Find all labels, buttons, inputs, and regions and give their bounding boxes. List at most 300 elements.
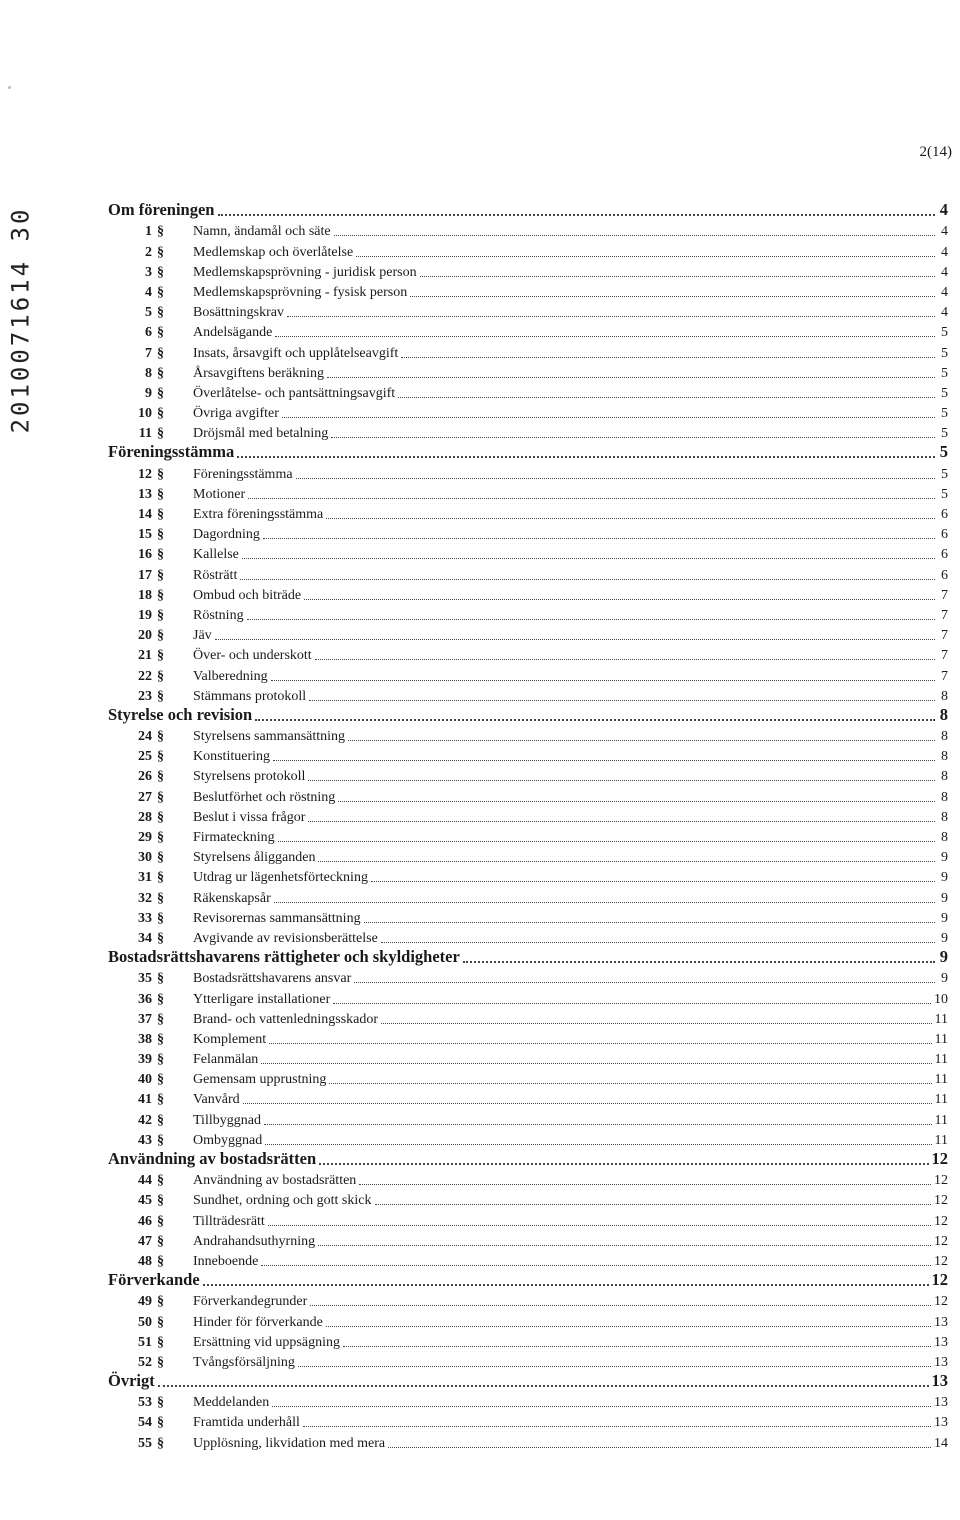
- toc-section-heading[interactable]: [108, 1371, 948, 1391]
- toc-entry[interactable]: [108, 341, 948, 361]
- toc-entry-number: 44: [138, 1173, 152, 1189]
- toc-section-heading[interactable]: [108, 200, 948, 220]
- toc-entry-title: Inneboende: [193, 1253, 259, 1269]
- toc-page-number: 9: [939, 947, 948, 967]
- section-sign: §: [157, 769, 164, 785]
- toc-heading-title: Bostadsrättshavarens rättigheter och skyldigheter: [108, 947, 460, 967]
- toc-page-number: 12: [934, 1294, 948, 1310]
- section-sign: §: [157, 486, 164, 502]
- toc-page-number: 8: [941, 688, 948, 704]
- toc-entry-number: 37: [138, 1011, 152, 1027]
- section-sign: §: [157, 305, 164, 321]
- toc-entry[interactable]: [108, 967, 948, 987]
- toc-entry-title: Räkenskapsår: [193, 890, 271, 906]
- toc-entry-title: Bosättningskrav: [193, 305, 284, 321]
- dot-leader: [331, 437, 935, 438]
- dot-leader: [263, 538, 935, 539]
- toc-entry[interactable]: [108, 1391, 948, 1411]
- toc-page-number: 6: [941, 527, 948, 543]
- section-sign: §: [157, 1173, 164, 1189]
- section-sign: §: [157, 325, 164, 341]
- section-sign: §: [157, 749, 164, 765]
- toc-entry-title: Kallelse: [193, 547, 239, 563]
- dot-leader: [158, 1385, 929, 1387]
- section-sign: §: [157, 789, 164, 805]
- dot-leader: [261, 1063, 931, 1064]
- dot-leader: [356, 256, 935, 257]
- dot-leader: [319, 1163, 928, 1165]
- toc-entry-number: 41: [138, 1092, 152, 1108]
- toc-entry-number: 21: [138, 648, 152, 664]
- toc-entry[interactable]: [108, 644, 948, 664]
- section-sign: §: [157, 1435, 164, 1451]
- toc-page-number: 7: [941, 607, 948, 623]
- section-sign: §: [157, 587, 164, 603]
- toc-entry-number: 51: [138, 1334, 152, 1350]
- toc-entry[interactable]: [108, 846, 948, 866]
- section-sign: §: [157, 406, 164, 422]
- dot-leader: [371, 881, 935, 882]
- toc-entry-number: 40: [138, 1072, 152, 1088]
- toc-entry-title: Revisorernas sammansättning: [193, 910, 361, 926]
- toc-entry-title: Styrelsens protokoll: [193, 769, 306, 785]
- toc-entry[interactable]: [108, 1008, 948, 1028]
- toc-entry[interactable]: [108, 1250, 948, 1270]
- toc-section-heading[interactable]: [108, 442, 948, 462]
- dot-leader: [463, 961, 935, 963]
- toc-entry[interactable]: [108, 220, 948, 240]
- toc-entry-number: 45: [138, 1193, 152, 1209]
- toc-entry[interactable]: [108, 1048, 948, 1068]
- toc-entry[interactable]: [108, 624, 948, 644]
- toc-page-number: 5: [941, 385, 948, 401]
- toc-page-number: 9: [941, 850, 948, 866]
- toc-entry[interactable]: [108, 806, 948, 826]
- toc-entry[interactable]: [108, 785, 948, 805]
- toc-entry-title: Övriga avgifter: [193, 406, 279, 422]
- toc-entry-number: 8: [145, 365, 152, 381]
- dot-leader: [304, 599, 935, 600]
- section-sign: §: [157, 527, 164, 543]
- toc-entry[interactable]: [108, 826, 948, 846]
- toc-entry[interactable]: [108, 543, 948, 563]
- dot-leader: [308, 821, 935, 822]
- toc-heading-title: Föreningsstämma: [108, 442, 235, 462]
- toc-entry-number: 55: [138, 1435, 152, 1451]
- toc-entry[interactable]: [108, 1189, 948, 1209]
- toc-page-number: 13: [931, 1371, 948, 1391]
- dot-leader: [243, 1103, 932, 1104]
- toc-entry-title: Avgivande av revisionsberättelse: [193, 930, 378, 946]
- toc-entry[interactable]: [108, 523, 948, 543]
- toc-entry-number: 53: [138, 1395, 152, 1411]
- toc-page-number: 11: [934, 1092, 948, 1108]
- table-of-contents: [108, 200, 948, 1452]
- toc-entry-number: 17: [138, 567, 152, 583]
- toc-entry-title: Ersättning vid uppsägning: [193, 1334, 340, 1350]
- toc-entry-number: 19: [138, 607, 152, 623]
- toc-entry[interactable]: [108, 1088, 948, 1108]
- section-sign: §: [157, 426, 164, 442]
- toc-entry[interactable]: [108, 1169, 948, 1189]
- side-identifier-text: 2010071614 30: [6, 206, 34, 434]
- section-sign: §: [157, 1072, 164, 1088]
- section-sign: §: [157, 1294, 164, 1310]
- toc-entry-number: 12: [138, 466, 152, 482]
- toc-entry-number: 13: [138, 486, 152, 502]
- toc-page-number: 11: [934, 1011, 948, 1027]
- toc-page-number: 8: [941, 769, 948, 785]
- toc-entry-title: Framtida underhåll: [193, 1415, 300, 1431]
- section-sign: §: [157, 1011, 164, 1027]
- toc-entry-number: 33: [138, 910, 152, 926]
- toc-entry-title: Förverkandegrunder: [193, 1294, 308, 1310]
- dot-leader: [359, 1184, 931, 1185]
- dot-leader: [269, 1043, 931, 1044]
- section-sign: §: [157, 1253, 164, 1269]
- dot-leader: [261, 1265, 931, 1266]
- dot-leader: [329, 1083, 931, 1084]
- toc-heading-title: Övrigt: [108, 1371, 155, 1391]
- toc-page-number: 13: [934, 1415, 948, 1431]
- section-sign: §: [157, 1395, 164, 1411]
- toc-entry[interactable]: [108, 1028, 948, 1048]
- toc-entry-title: Komplement: [193, 1031, 267, 1047]
- toc-entry-title: Stämmans protokoll: [193, 688, 307, 704]
- toc-entry[interactable]: [108, 1108, 948, 1128]
- toc-page-number: 4: [941, 264, 948, 280]
- toc-page-number: 12: [934, 1253, 948, 1269]
- toc-entry-number: 23: [138, 688, 152, 704]
- toc-entry-title: Beslut i vissa frågor: [193, 809, 306, 825]
- section-sign: §: [157, 1031, 164, 1047]
- toc-entry-number: 34: [138, 930, 152, 946]
- toc-entry[interactable]: [108, 261, 948, 281]
- toc-entry-title: Tvångsförsäljning: [193, 1354, 295, 1370]
- section-sign: §: [157, 567, 164, 583]
- dot-leader: [334, 235, 935, 236]
- toc-entry[interactable]: [108, 765, 948, 785]
- toc-entry-number: 18: [138, 587, 152, 603]
- toc-entry-number: 10: [138, 406, 152, 422]
- toc-entry-title: Medlemskap och överlåtelse: [193, 244, 354, 260]
- toc-entry[interactable]: [108, 1068, 948, 1088]
- section-sign: §: [157, 224, 164, 240]
- toc-entry-title: Bostadsrättshavarens ansvar: [193, 971, 352, 987]
- section-sign: §: [157, 1193, 164, 1209]
- toc-page-number: 9: [941, 971, 948, 987]
- toc-section-heading[interactable]: [108, 1149, 948, 1169]
- toc-entry[interactable]: [108, 987, 948, 1007]
- dot-leader: [242, 558, 935, 559]
- toc-entry-number: 7: [145, 345, 152, 361]
- toc-entry-number: 49: [138, 1294, 152, 1310]
- dot-leader: [420, 276, 935, 277]
- dot-leader: [274, 902, 935, 903]
- dot-leader: [296, 478, 935, 479]
- toc-entry-number: 14: [138, 507, 152, 522]
- dot-leader: [326, 1326, 931, 1327]
- section-sign: §: [157, 628, 164, 644]
- toc-entry[interactable]: [108, 362, 948, 382]
- dot-leader: [398, 397, 935, 398]
- toc-entry-title: Konstituering: [193, 749, 270, 765]
- toc-entry-title: Upplösning, likvidation med mera: [193, 1435, 386, 1451]
- dot-leader: [309, 700, 935, 701]
- toc-page-number: 7: [941, 648, 948, 664]
- dot-leader: [203, 1284, 929, 1286]
- dot-leader: [401, 357, 935, 358]
- toc-page-number: 6: [941, 547, 948, 563]
- toc-entry[interactable]: [108, 402, 948, 422]
- dot-leader: [303, 1426, 931, 1427]
- dot-leader: [308, 780, 935, 781]
- toc-entry-number: 1: [145, 224, 152, 240]
- toc-entry-number: 52: [138, 1354, 152, 1370]
- toc-entry[interactable]: [108, 1411, 948, 1431]
- toc-entry[interactable]: [108, 907, 948, 927]
- dot-leader: [318, 861, 935, 862]
- dot-leader: [272, 1406, 931, 1407]
- section-sign: §: [157, 1233, 164, 1249]
- dot-leader: [237, 456, 935, 458]
- dot-leader: [327, 377, 935, 378]
- toc-entry[interactable]: [108, 584, 948, 604]
- toc-entry-title: Extra föreningsstämma: [193, 507, 324, 522]
- toc-entry-title: Dagordning: [193, 527, 260, 543]
- section-sign: §: [157, 890, 164, 906]
- dot-leader: [381, 942, 935, 943]
- toc-entry[interactable]: [108, 483, 948, 503]
- toc-entry[interactable]: [108, 927, 948, 947]
- toc-entry-number: 46: [138, 1213, 152, 1229]
- toc-entry-number: 25: [138, 749, 152, 765]
- toc-entry[interactable]: [108, 1290, 948, 1310]
- toc-entry-number: 30: [138, 850, 152, 866]
- toc-entry-number: 39: [138, 1052, 152, 1068]
- toc-page-number: 11: [934, 1052, 948, 1068]
- toc-entry-title: Gemensam upprustning: [193, 1072, 327, 1088]
- toc-entry-title: Insats, årsavgift och upplåtelseavgift: [193, 345, 399, 361]
- toc-page-number: 11: [934, 1132, 948, 1148]
- toc-entry[interactable]: [108, 240, 948, 260]
- dot-leader: [248, 498, 935, 499]
- toc-entry[interactable]: [108, 1310, 948, 1330]
- dot-leader: [338, 801, 935, 802]
- section-sign: §: [157, 1354, 164, 1370]
- toc-entry-title: Motioner: [193, 486, 246, 502]
- toc-entry[interactable]: [108, 1209, 948, 1229]
- toc-page-number: 12: [934, 1173, 948, 1189]
- toc-entry[interactable]: [108, 866, 948, 886]
- dot-leader: [388, 1447, 931, 1448]
- dot-leader: [278, 841, 935, 842]
- toc-entry-title: Meddelanden: [193, 1395, 270, 1411]
- toc-page-number: 10: [934, 991, 948, 1007]
- toc-entry-title: Styrelsens sammansättning: [193, 729, 346, 745]
- toc-entry[interactable]: [108, 503, 948, 523]
- toc-entry[interactable]: [108, 604, 948, 624]
- toc-entry[interactable]: [108, 563, 948, 583]
- dot-leader: [287, 316, 935, 317]
- toc-entry-number: 50: [138, 1314, 152, 1330]
- toc-entry[interactable]: [108, 1431, 948, 1451]
- section-sign: §: [157, 668, 164, 684]
- toc-entry[interactable]: [108, 745, 948, 765]
- dot-leader: [381, 1023, 931, 1024]
- toc-page-number: 12: [934, 1213, 948, 1229]
- toc-entry-title: Jäv: [193, 628, 212, 644]
- toc-entry[interactable]: [108, 462, 948, 482]
- section-sign: §: [157, 264, 164, 280]
- toc-entry-title: Beslutförhet och röstning: [193, 789, 336, 805]
- dot-leader: [255, 719, 935, 721]
- toc-entry-title: Ombud och biträde: [193, 587, 302, 603]
- toc-page-number: 8: [941, 830, 948, 845]
- toc-page-number: 7: [941, 628, 948, 644]
- toc-entry-title: Överlåtelse- och pantsättningsavgift: [193, 385, 396, 401]
- toc-page-number: 4: [939, 200, 948, 220]
- toc-entry[interactable]: [108, 886, 948, 906]
- toc-entry-title: Över- och underskott: [193, 648, 312, 664]
- toc-page-number: 14: [934, 1435, 948, 1451]
- toc-page-number: 4: [941, 305, 948, 321]
- toc-section-heading[interactable]: [108, 1270, 948, 1290]
- toc-entry[interactable]: [108, 1129, 948, 1149]
- dot-leader: [410, 296, 935, 297]
- toc-page-number: 5: [939, 442, 948, 462]
- toc-page-number: 11: [934, 1072, 948, 1088]
- dot-leader: [265, 1144, 931, 1145]
- toc-entry-number: 5: [145, 305, 152, 321]
- toc-entry-title: Namn, ändamål och säte: [193, 224, 331, 240]
- toc-entry[interactable]: [108, 1331, 948, 1351]
- toc-entry-title: Brand- och vattenledningsskador: [193, 1011, 379, 1027]
- toc-section-heading[interactable]: [108, 705, 948, 725]
- section-sign: §: [157, 365, 164, 381]
- toc-heading-title: Styrelse och revision: [108, 704, 253, 724]
- toc-entry-number: 6: [145, 325, 152, 341]
- toc-entry-title: Firmateckning: [193, 830, 275, 845]
- toc-entry[interactable]: [108, 1230, 948, 1250]
- toc-page-number: 13: [934, 1395, 948, 1411]
- toc-entry-title: Tillbyggnad: [193, 1112, 261, 1128]
- toc-entry[interactable]: [108, 1351, 948, 1371]
- toc-entry[interactable]: [108, 281, 948, 301]
- toc-entry-number: 54: [138, 1415, 152, 1431]
- dot-leader: [310, 1305, 931, 1306]
- toc-page-number: 9: [941, 930, 948, 946]
- toc-entry-number: 3: [145, 264, 152, 280]
- section-sign: §: [157, 244, 164, 260]
- dot-leader: [326, 518, 935, 519]
- toc-page-number: 5: [941, 406, 948, 422]
- toc-entry-number: 20: [138, 628, 152, 644]
- toc-page-number: 9: [941, 890, 948, 906]
- toc-page-number: 8: [941, 749, 948, 765]
- section-sign: §: [157, 648, 164, 664]
- toc-page-number: 11: [934, 1031, 948, 1047]
- section-sign: §: [157, 910, 164, 926]
- toc-page-number: 7: [941, 587, 948, 603]
- toc-page-number: 5: [941, 486, 948, 502]
- toc-entry-number: 28: [138, 809, 152, 825]
- section-sign: §: [157, 1213, 164, 1229]
- toc-entry-title: Andelsägande: [193, 325, 273, 341]
- dot-leader: [354, 982, 935, 983]
- toc-entry[interactable]: [108, 301, 948, 321]
- toc-page-number: 4: [941, 224, 948, 240]
- toc-page-number: 5: [941, 345, 948, 361]
- dot-leader: [218, 214, 936, 216]
- toc-heading-title: Om föreningen: [108, 200, 215, 220]
- toc-page-number: 12: [934, 1233, 948, 1249]
- toc-page-number: 5: [941, 466, 948, 482]
- toc-entry[interactable]: [108, 685, 948, 705]
- toc-page-number: 11: [934, 1112, 948, 1128]
- toc-page-number: 12: [931, 1149, 948, 1168]
- toc-entry-number: 38: [138, 1031, 152, 1047]
- toc-heading-title: Användning av bostadsrätten: [108, 1149, 317, 1168]
- toc-page-number: 9: [941, 910, 948, 926]
- toc-entry-number: 42: [138, 1112, 152, 1128]
- section-sign: §: [157, 870, 164, 886]
- dot-leader: [315, 659, 935, 660]
- toc-page-number: 8: [941, 729, 948, 745]
- dot-leader: [268, 1225, 931, 1226]
- section-sign: §: [157, 284, 164, 300]
- dot-leader: [215, 639, 935, 640]
- toc-page-number: 13: [934, 1314, 948, 1330]
- section-sign: §: [157, 1052, 164, 1068]
- section-sign: §: [157, 729, 164, 745]
- toc-entry[interactable]: [108, 382, 948, 402]
- toc-entry-title: Vanvård: [193, 1092, 240, 1108]
- toc-entry[interactable]: [108, 664, 948, 684]
- toc-page-number: 8: [941, 789, 948, 805]
- toc-heading-title: Förverkande: [108, 1270, 200, 1290]
- toc-entry-title: Rösträtt: [193, 567, 238, 583]
- dot-leader: [364, 922, 935, 923]
- toc-entry-title: Styrelsens åligganden: [193, 850, 316, 866]
- toc-entry-number: 29: [138, 830, 152, 845]
- toc-entry-number: 9: [145, 385, 152, 401]
- section-sign: §: [157, 971, 164, 987]
- toc-page-number: 5: [941, 426, 948, 442]
- toc-entry-number: 26: [138, 769, 152, 785]
- toc-section-heading[interactable]: [108, 947, 948, 967]
- scan-speck: [8, 86, 11, 89]
- section-sign: §: [157, 547, 164, 563]
- toc-entry[interactable]: [108, 422, 948, 442]
- dot-leader: [264, 1124, 932, 1125]
- section-sign: §: [157, 507, 164, 522]
- toc-entry-title: Valberedning: [193, 668, 268, 684]
- section-sign: §: [157, 1092, 164, 1108]
- toc-page-number: 6: [941, 507, 948, 522]
- section-sign: §: [157, 466, 164, 482]
- section-sign: §: [157, 850, 164, 866]
- section-sign: §: [157, 991, 164, 1007]
- toc-entry-title: Sundhet, ordning och gott skick: [193, 1193, 372, 1209]
- dot-leader: [348, 740, 935, 741]
- toc-entry-title: Andrahandsuthyrning: [193, 1233, 316, 1249]
- toc-entry-number: 32: [138, 890, 152, 906]
- section-sign: §: [157, 1334, 164, 1350]
- toc-entry-title: Hinder för förverkande: [193, 1314, 323, 1330]
- toc-entry[interactable]: [108, 321, 948, 341]
- toc-entry[interactable]: [108, 725, 948, 745]
